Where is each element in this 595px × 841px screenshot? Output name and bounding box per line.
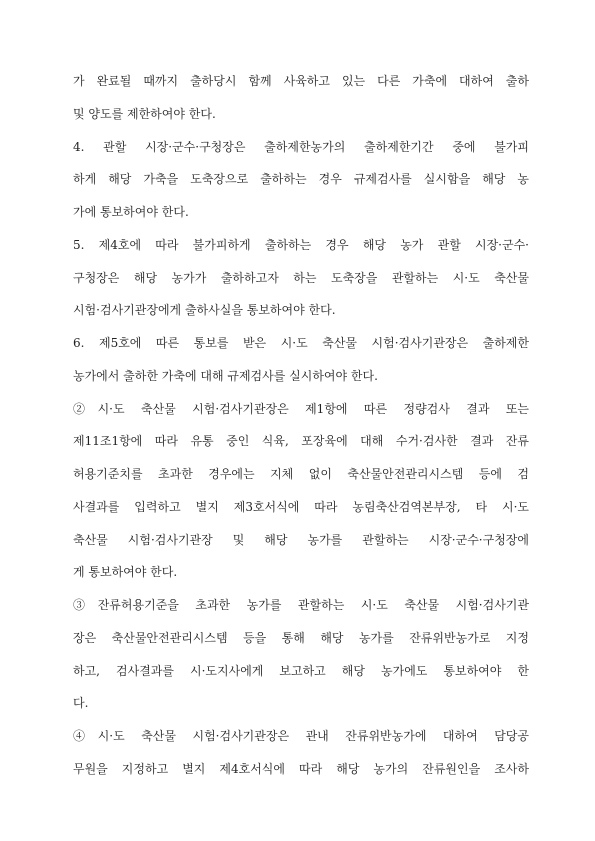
text-line: ③잔류허용기준을 초과한 농가를 관할하는 시·도 축산물 시험·검사기관 <box>73 598 529 612</box>
text-line: 시험·검사기관장에게 출하사실을 통보하여야 한다. <box>73 303 336 318</box>
text-line: 가 완료될 때까지 출하당시 함께 사육하고 있는 다른 가축에 대하여 출하 <box>73 74 529 88</box>
text-line: 무원을 지정하고 별지 제4호서식에 따라 해당 농가의 잔류원인을 조사하 <box>73 761 529 776</box>
text-line: 축산물 시험·검사기관장 및 해당 농가를 관할하는 시장·군수·구청장에 <box>73 532 529 547</box>
body-text <box>73 65 529 786</box>
text-line: 5. 제4호에 따라 불가피하게 출하하는 경우 해당 농가 관할 시장·군수· <box>73 237 529 252</box>
text-line: 허용기준치를 초과한 경우에는 지체 없이 축산물안전관리시스템 등에 검 <box>73 467 529 481</box>
text-line: 하고, 검사결과를 시·도지사에게 보고하고 해당 농가에도 통보하여야 한 <box>73 663 529 678</box>
text-line: 게 통보하여야 한다. <box>73 565 178 580</box>
text-line: 및 양도를 제한하여야 한다. <box>73 106 216 121</box>
text-line: 장은 축산물안전관리시스템 등을 통해 해당 농가를 잔류위반농가로 지정 <box>73 630 529 645</box>
text-line: 제11조1항에 따라 유통 중인 식육, 포장육에 대해 수거·검사한 결과 잔류 <box>73 434 529 449</box>
text-line: ④시·도 축산물 시험·검사기관장은 관내 잔류위반농가에 대하여 담당공 <box>73 729 529 743</box>
text-line: 다. <box>73 696 89 711</box>
text-line: 구청장은 해당 농가가 출하하고자 하는 도축장을 관할하는 시·도 축산물 <box>73 270 529 285</box>
text-line: 하게 해당 가축을 도축장으로 출하하는 경우 규제검사를 실시함을 해당 농 <box>73 172 529 187</box>
text-line: 농가에서 출하한 가축에 대해 규제검사를 실시하여야 한다. <box>73 368 378 383</box>
text-line: 사결과를 입력하고 별지 제3호서식에 따라 농림축산검역본부장, 타 시·도 <box>73 499 529 514</box>
text-line: 6. 제5호에 따른 통보를 받은 시·도 축산물 시험·검사기관장은 출하제한 <box>73 336 529 350</box>
text-line: 가에 통보하여야 한다. <box>73 205 189 219</box>
text-line: ②시·도 축산물 시험·검사기관장은 제1항에 따른 정량검사 결과 또는 <box>73 401 529 416</box>
text-line: 4. 관할 시장·군수·구청장은 출하제한농가의 출하제한기간 중에 불가피 <box>73 139 529 154</box>
